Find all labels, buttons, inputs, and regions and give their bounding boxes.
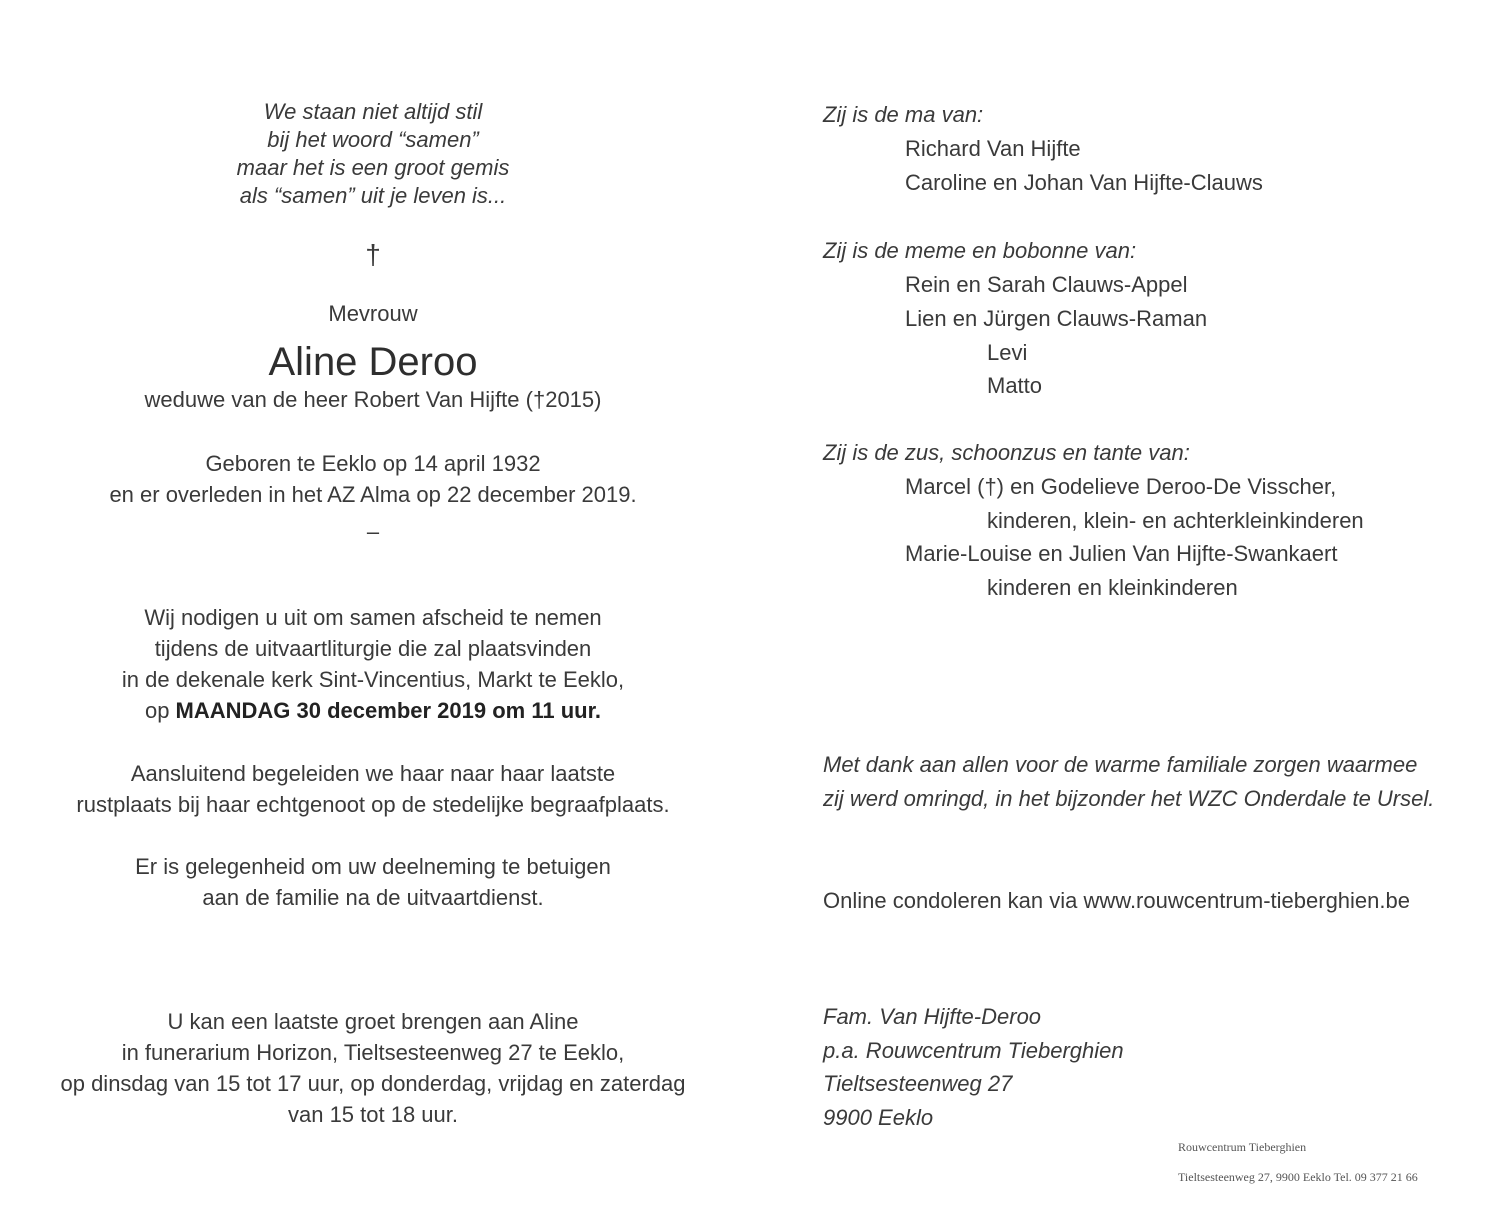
birth-line: Geboren te Eeklo op 14 april 1932 — [205, 451, 541, 476]
funeral-home-name: Rouwcentrum Tieberghien — [1178, 1140, 1307, 1154]
invite-line: in de dekenale kerk Sint-Vincentius, Markt te Eeklo, — [121, 667, 625, 692]
funeral-invitation — [0, 602, 746, 726]
left-panel — [0, 0, 746, 1214]
burial-line: Aansluitend begeleiden we haar naar haar laatste — [130, 761, 616, 786]
address-line: Fam. Van Hijfte-Deroo — [823, 1004, 1042, 1029]
great-grandchild-name: Levi — [987, 340, 1028, 365]
grandmother-heading: Zij is de meme en bobonne van: — [823, 238, 1137, 263]
sibling-name: Marcel (†) en Godelieve Deroo-De Visscher, — [905, 474, 1337, 499]
deceased-name: Aline Deroo — [268, 340, 478, 384]
address-line: p.a. Rouwcentrum Tieberghien — [823, 1037, 1124, 1063]
visitation-info — [0, 1006, 746, 1130]
invite-date-line — [0, 695, 746, 726]
poem-line: maar het is een groot gemis — [236, 155, 510, 180]
widow-line: weduwe van de heer Robert Van Hijfte (†2015) — [144, 387, 602, 412]
child-name: Caroline en Johan Van Hijfte-Clauws — [905, 170, 1263, 195]
condolence-info — [0, 851, 746, 913]
family-address — [823, 1000, 1503, 1134]
sibling-family: kinderen, klein- en achterkleinkinderen — [987, 508, 1364, 533]
address-line: 9900 Eeklo — [823, 1104, 934, 1130]
visit-line: op dinsdag van 15 tot 17 uur, op donderdag, vrijdag en zaterdag — [60, 1071, 686, 1096]
grandmother-section — [823, 234, 1503, 402]
poem-line: als “samen” uit je leven is... — [239, 183, 507, 208]
sister-section — [823, 436, 1503, 604]
death-line: en er overleden in het AZ Alma op 22 december 2019. — [109, 482, 637, 507]
child-name: Richard Van Hijfte — [905, 136, 1081, 161]
mother-section — [823, 98, 1503, 200]
sibling-family: kinderen en kleinkinderen — [987, 575, 1238, 600]
thanks-line: Met dank aan allen voor de warme familiale zorgen waarmee — [823, 752, 1418, 777]
funeral-home-footer — [1178, 1140, 1418, 1184]
thanks-line: zij werd omringd, in het bijzonder het WZC Onderdale te Ursel. — [823, 786, 1435, 811]
invite-op: op — [144, 698, 176, 723]
poem-line: We staan niet altijd stil — [263, 99, 483, 124]
invite-line: Wij nodigen u uit om samen afscheid te nemen — [144, 605, 602, 630]
right-panel — [823, 0, 1503, 1214]
address-line: Tieltsesteenweg 27 — [823, 1071, 1013, 1096]
condolence-line: Er is gelegenheid om uw deelneming te betuigen — [135, 854, 611, 879]
online-condolence: Online condoleren kan via www.rouwcentrum-tieberghien.be — [823, 888, 1410, 913]
sibling-name: Marie-Louise en Julien Van Hijfte-Swankaert — [905, 541, 1338, 566]
mother-heading: Zij is de ma van: — [823, 102, 984, 127]
visit-line: U kan een laatste groet brengen aan Aline — [167, 1009, 579, 1034]
sister-heading: Zij is de zus, schoonzus en tante van: — [823, 440, 1190, 465]
thanks-message — [823, 748, 1503, 816]
condolence-line: aan de familie na de uitvaartdienst. — [202, 885, 544, 910]
cross-icon: † — [365, 239, 381, 270]
birth-death-info — [0, 448, 746, 510]
poem-line: bij het woord “samen” — [267, 127, 479, 152]
honorific: Mevrouw — [328, 301, 418, 326]
grandchild-name: Rein en Sarah Clauws-Appel — [905, 272, 1188, 297]
grandchild-name: Lien en Jürgen Clauws-Raman — [905, 306, 1208, 331]
separator-dash: – — [366, 519, 380, 544]
visit-line: in funerarium Horizon, Tieltsesteenweg 27 te Eeklo, — [121, 1040, 625, 1065]
invite-line: tijdens de uitvaartliturgie die zal plaatsvinden — [154, 636, 592, 661]
burial-line: rustplaats bij haar echtgenoot op de stedelijke begraafplaats. — [76, 792, 670, 817]
great-grandchild-name: Matto — [987, 373, 1043, 398]
poem — [0, 98, 746, 210]
visit-line: van 15 tot 18 uur. — [287, 1102, 459, 1127]
funeral-date: MAANDAG 30 december 2019 om 11 uur. — [175, 698, 602, 723]
funeral-home-contact: Tieltsesteenweg 27, 9900 Eeklo Tel. 09 377 21 66 — [1178, 1170, 1418, 1184]
burial-info — [0, 758, 746, 820]
